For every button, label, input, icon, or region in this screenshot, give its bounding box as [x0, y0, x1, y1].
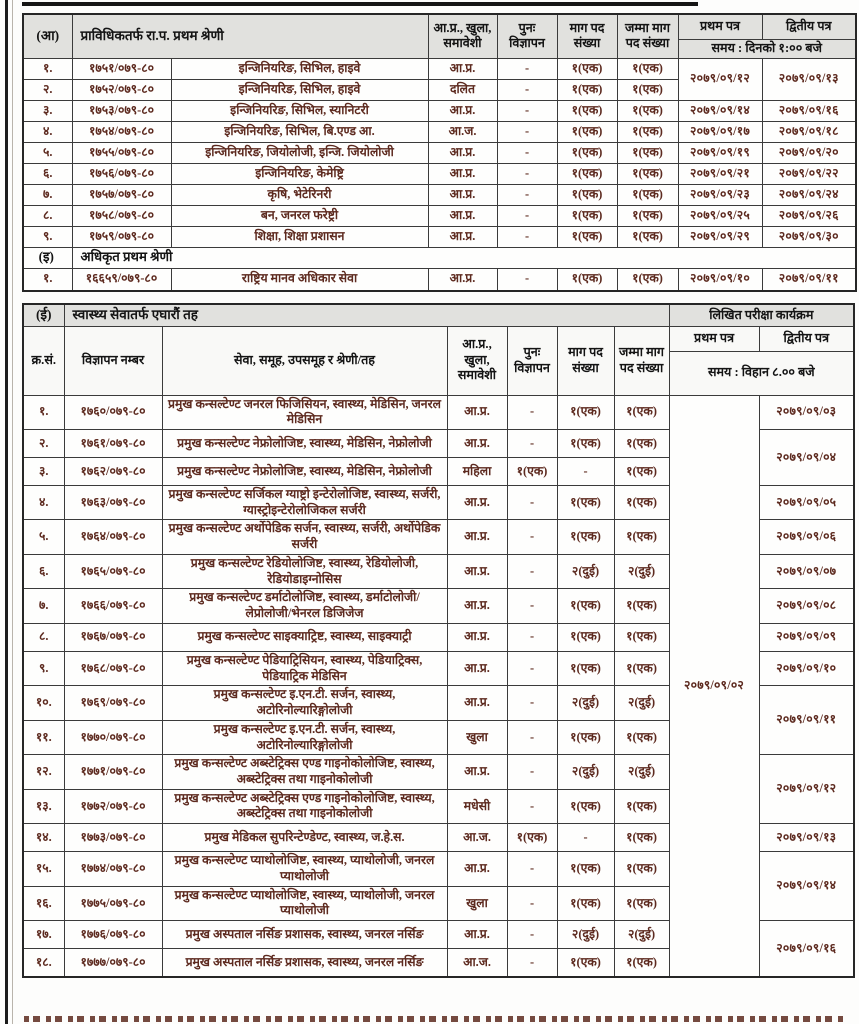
category-cell: आ.प्र.: [447, 485, 507, 519]
section-ii-label: (ई): [23, 304, 64, 326]
header-second-paper: द्वितीय पत्र: [759, 326, 854, 351]
advertisement-number-cell: १७६७/०७९-८०: [64, 623, 162, 651]
demand-count-cell: १(एक): [557, 163, 617, 184]
row-number-cell: १६.: [23, 886, 64, 920]
total-count-cell: १(एक): [617, 100, 678, 121]
demand-count-cell: २(दुई): [557, 554, 614, 588]
row-number-cell: ८.: [23, 623, 64, 651]
total-count-cell: १(एक): [617, 121, 678, 142]
readvertisement-cell: -: [507, 651, 557, 685]
advertisement-number-cell: १७६०/०७९-८०: [64, 395, 162, 429]
row-number-cell: १२.: [23, 755, 64, 789]
demand-count-cell: २(दुई): [557, 755, 614, 789]
demand-count-cell: १(एक): [557, 79, 617, 100]
readvertisement-cell: -: [507, 789, 557, 823]
total-count-cell: १(एक): [614, 949, 669, 978]
second-paper-date-cell: २०७९/०९/११: [762, 268, 856, 291]
section-a-label: (आ): [23, 14, 72, 58]
demand-count-cell: -: [557, 457, 614, 485]
readvertisement-cell: १(एक): [507, 824, 557, 852]
table-row: [23, 268, 856, 291]
service-group-cell: कृषि, भेटेरिनरी: [171, 184, 428, 205]
first-paper-date-cell: २०७९/०९/१२: [678, 58, 762, 100]
first-paper-date-cell: २०७९/०९/१४: [678, 100, 762, 121]
header-demand-posts: माग पद संख्या: [557, 326, 614, 395]
table-row: [23, 205, 856, 226]
header-total-posts: जम्मा माग पद संख्या: [617, 14, 678, 58]
header-serial-number: क्र.सं.: [23, 326, 64, 395]
header-service-group: सेवा, समूह, उपसमूह र श्रेणी/तह: [162, 326, 447, 395]
row-number-cell: २.: [23, 79, 72, 100]
demand-count-cell: १(एक): [557, 520, 614, 554]
header-category: आ.प्र., खुला, समावेशी: [447, 326, 507, 395]
row-number-cell: ५.: [23, 520, 64, 554]
category-cell: आ.प्र.: [447, 921, 507, 949]
readvertisement-cell: -: [507, 686, 557, 720]
advertisement-number-cell: १७६३/०७९-८०: [64, 485, 162, 519]
demand-count-cell: १(एक): [557, 949, 614, 978]
second-paper-date-cell: २०७९/०९/०५: [759, 485, 854, 519]
second-paper-date-cell: २०७९/०९/१६: [762, 100, 856, 121]
service-group-cell: बन, जनरल फरेष्ट्री: [171, 205, 428, 226]
demand-count-cell: १(एक): [557, 852, 614, 886]
table1-body: [23, 58, 856, 247]
demand-count-cell: १(एक): [557, 589, 614, 623]
readvertisement-cell: -: [507, 429, 557, 457]
total-count-cell: १(एक): [614, 589, 669, 623]
first-paper-date-cell: २०७९/०९/०२: [669, 395, 759, 977]
demand-count-cell: १(एक): [557, 485, 614, 519]
category-cell: आ.प्र.: [428, 268, 497, 291]
readvertisement-cell: -: [507, 949, 557, 978]
row-number-cell: ७.: [23, 589, 64, 623]
readvertisement-cell: -: [507, 589, 557, 623]
advertisement-number-cell: १७६५/०७९-८०: [64, 554, 162, 588]
readvertisement-cell: १(एक): [507, 457, 557, 485]
demand-count-cell: -: [557, 824, 614, 852]
advertisement-number-cell: १७५३/०७९-८०: [72, 100, 171, 121]
demand-count-cell: १(एक): [557, 720, 614, 754]
row-number-cell: १.: [23, 268, 72, 291]
service-group-cell: प्रमुख कन्सल्टेण्ट प्याथोलोजिष्ट, स्वास्थ्य, प्याथोलोजी, जनरल प्याथोलोजी: [162, 852, 447, 886]
section-i-label: (इ): [23, 247, 72, 268]
row-number-cell: २.: [23, 429, 64, 457]
total-count-cell: २(दुई): [614, 755, 669, 789]
total-count-cell: १(एक): [617, 58, 678, 79]
second-paper-date-cell: २०७९/०९/२०: [762, 142, 856, 163]
readvertisement-cell: -: [507, 395, 557, 429]
category-cell: आ.प्र.: [428, 184, 497, 205]
category-cell: आ.प्र.: [447, 554, 507, 588]
table2-body: [23, 395, 854, 977]
total-count-cell: १(एक): [617, 226, 678, 247]
category-cell: आ.प्र.: [428, 100, 497, 121]
category-cell: आ.प्र.: [447, 429, 507, 457]
table-row: [23, 121, 856, 142]
advertisement-number-cell: १७७३/०७९-८०: [64, 824, 162, 852]
total-count-cell: १(एक): [614, 886, 669, 920]
section-ii-title: स्वास्थ्य सेवातर्फ एघारौं तह: [64, 304, 669, 326]
row-number-cell: १५.: [23, 852, 64, 886]
service-group-cell: इन्जिनियरिङ, सिभिल, स्यानिटरी: [171, 100, 428, 121]
row-number-cell: ८.: [23, 205, 72, 226]
first-paper-date-cell: २०७९/०९/२९: [678, 226, 762, 247]
service-group-cell: प्रमुख कन्सल्टेण्ट नेफ्रोलोजिष्ट, स्वास्थ्य, मेडिसिन, नेफ्रोलोजी: [162, 429, 447, 457]
category-cell: आ.प्र.: [447, 589, 507, 623]
advertisement-number-cell: १७५२/०७९-८०: [72, 79, 171, 100]
readvertisement-cell: -: [507, 755, 557, 789]
service-group-cell: प्रमुख कन्सल्टेण्ट रेडियोलोजिष्ट, स्वास्थ्य, रेडियोलोजी, रेडियोडाइग्नोसिस: [162, 554, 447, 588]
total-count-cell: १(एक): [614, 852, 669, 886]
row-number-cell: ४.: [23, 485, 64, 519]
table-row: [23, 226, 856, 247]
category-cell: आ.ज.: [428, 121, 497, 142]
table-row: [23, 395, 854, 429]
demand-count-cell: १(एक): [557, 184, 617, 205]
service-group-cell: शिक्षा, शिक्षा प्रशासन: [171, 226, 428, 247]
row-number-cell: ९.: [23, 651, 64, 685]
table1-subsection: [23, 247, 856, 268]
row-number-cell: १७.: [23, 921, 64, 949]
advertisement-number-cell: १७६९/०७९-८०: [64, 686, 162, 720]
demand-count-cell: १(एक): [557, 395, 614, 429]
readvertisement-cell: -: [507, 623, 557, 651]
readvertisement-cell: -: [507, 554, 557, 588]
advertisement-number-cell: १७६२/०७९-८०: [64, 457, 162, 485]
readvertisement-cell: -: [497, 58, 557, 79]
second-paper-date-cell: २०७९/०९/०७: [759, 554, 854, 588]
service-group-cell: इन्जिनियरिङ, केमेष्ट्रि: [171, 163, 428, 184]
row-number-cell: ११.: [23, 720, 64, 754]
demand-count-cell: २(दुई): [557, 686, 614, 720]
service-group-cell: प्रमुख कन्सल्टेण्ट साइक्याट्रिष्ट, स्वास्थ्य, साइक्याट्री: [162, 623, 447, 651]
row-number-cell: १.: [23, 58, 72, 79]
advertisement-number-cell: १७७६/०७९-८०: [64, 921, 162, 949]
advertisement-number-cell: १७७०/०७९-८०: [64, 720, 162, 754]
service-group-cell: राष्ट्रिय मानव अधिकार सेवा: [171, 268, 428, 291]
top-rule: [22, 2, 698, 6]
first-paper-date-cell: २०७९/०९/१७: [678, 121, 762, 142]
total-count-cell: १(एक): [617, 142, 678, 163]
advertisement-number-cell: १६६५९/०७९-८०: [72, 268, 171, 291]
first-paper-date-cell: २०७९/०९/२५: [678, 205, 762, 226]
readvertisement-cell: -: [497, 268, 557, 291]
category-cell: आ.प्र.: [428, 205, 497, 226]
demand-count-cell: १(एक): [557, 268, 617, 291]
demand-count-cell: १(एक): [557, 226, 617, 247]
demand-count-cell: २(दुई): [557, 921, 614, 949]
advertisement-number-cell: १७६८/०७९-८०: [64, 651, 162, 685]
second-paper-date-cell: २०७९/०९/१३: [762, 58, 856, 100]
total-count-cell: २(दुई): [614, 686, 669, 720]
service-group-cell: प्रमुख कन्सल्टेण्ट जनरल फिजिसियन, स्वास्थ्य, मेडिसिन, जनरल मेडिसिन: [162, 395, 447, 429]
first-paper-date-cell: २०७९/०९/२३: [678, 184, 762, 205]
category-cell: आ.प्र.: [447, 852, 507, 886]
advertisement-number-cell: १७५४/०७९-८०: [72, 121, 171, 142]
advertisement-number-cell: १७७७/०७९-८०: [64, 949, 162, 978]
row-number-cell: १.: [23, 395, 64, 429]
header-first-paper: प्रथम पत्र: [678, 14, 762, 39]
second-paper-date-cell: २०७९/०९/०९: [759, 623, 854, 651]
category-cell: आ.प्र.: [447, 395, 507, 429]
row-number-cell: १४.: [23, 824, 64, 852]
service-group-cell: प्रमुख कन्सल्टेण्ट अर्थोपेडिक सर्जन, स्वास्थ्य, सर्जरी, अर्थोपेडिक सर्जरी: [162, 520, 447, 554]
clipped-text-remnant: [24, 1016, 846, 1022]
header-category: आ.प्र., खुला, समावेशी: [428, 14, 497, 58]
service-group-cell: प्रमुख कन्सल्टेण्ट नेफ्रोलोजिष्ट, स्वास्थ्य, मेडिसिन, नेफ्रोलोजी: [162, 457, 447, 485]
demand-count-cell: १(एक): [557, 121, 617, 142]
service-group-cell: इन्जिनियरिङ, जियोलोजी, इन्जि. जियोलोजी: [171, 142, 428, 163]
service-group-cell: प्रमुख कन्सल्टेण्ट प्याथोलोजिष्ट, स्वास्थ्य, प्याथोलोजी, जनरल प्याथोलोजी: [162, 886, 447, 920]
total-count-cell: २(दुई): [614, 554, 669, 588]
second-paper-date-cell: २०७९/०९/१४: [759, 852, 854, 921]
readvertisement-cell: -: [497, 79, 557, 100]
advertisement-number-cell: १७५५/०७९-८०: [72, 142, 171, 163]
demand-count-cell: १(एक): [557, 886, 614, 920]
second-paper-date-cell: २०७९/०९/१०: [759, 651, 854, 685]
row-number-cell: ५.: [23, 142, 72, 163]
advertisement-number-cell: १७६१/०७९-८०: [64, 429, 162, 457]
readvertisement-cell: -: [507, 485, 557, 519]
total-count-cell: १(एक): [617, 205, 678, 226]
second-paper-date-cell: २०७९/०९/१३: [759, 824, 854, 852]
advertisement-number-cell: १७५१/०७९-८०: [72, 58, 171, 79]
demand-count-cell: १(एक): [557, 651, 614, 685]
readvertisement-cell: -: [497, 163, 557, 184]
category-cell: दलित: [428, 79, 497, 100]
second-paper-date-cell: २०७९/०९/०८: [759, 589, 854, 623]
category-cell: आ.प्र.: [447, 623, 507, 651]
total-count-cell: १(एक): [614, 824, 669, 852]
service-group-cell: प्रमुख कन्सल्टेण्ट अब्स्टेट्रिक्स एण्ड गाइनोकोलोजिष्ट, स्वास्थ्य, अब्स्टेट्रिक्स तथा गाइनोकोलोजी: [162, 789, 447, 823]
total-count-cell: २(दुई): [614, 921, 669, 949]
second-paper-date-cell: २०७९/०९/२४: [762, 184, 856, 205]
second-paper-date-cell: २०७९/०९/११: [759, 686, 854, 755]
demand-count-cell: १(एक): [557, 100, 617, 121]
header-written-exam-program: लिखित परीक्षा कार्यक्रम: [669, 304, 854, 326]
row-number-cell: १८.: [23, 949, 64, 978]
service-group-cell: प्रमुख कन्सल्टेण्ट पेडियाट्रिसियन, स्वास्थ्य, पेडियाट्रिक्स, पेडियाट्रिक मेडिसिन: [162, 651, 447, 685]
table1-subsection-body: [23, 268, 856, 291]
table-row: [23, 184, 856, 205]
first-paper-date-cell: २०७९/०९/२१: [678, 163, 762, 184]
advertisement-number-cell: १७६६/०७९-८०: [64, 589, 162, 623]
second-paper-date-cell: २०७९/०९/०४: [759, 429, 854, 485]
header-demand-posts: माग पद संख्या: [557, 14, 617, 58]
total-count-cell: १(एक): [614, 520, 669, 554]
header-second-paper: द्वितीय पत्र: [762, 14, 856, 39]
table-technical-rap-first-class: [22, 13, 857, 292]
table-row: [23, 163, 856, 184]
service-group-cell: प्रमुख कन्सल्टेण्ट सर्जिकल ग्याष्ट्रो इन्टेरोलोजिष्ट, स्वास्थ्य, सर्जरी, ग्यास्ट्रोइन्टेरोलोजिकल सर्जरी: [162, 485, 447, 519]
total-count-cell: १(एक): [614, 651, 669, 685]
service-group-cell: प्रमुख अस्पताल नर्सिङ प्रशासक, स्वास्थ्य, जनरल नर्सिङ: [162, 921, 447, 949]
table-row: [23, 142, 856, 163]
demand-count-cell: १(एक): [557, 623, 614, 651]
total-count-cell: १(एक): [614, 485, 669, 519]
advertisement-number-cell: १७५६/०७९-८०: [72, 163, 171, 184]
section-i-title: अधिकृत प्रथम श्रेणी: [72, 247, 856, 268]
row-number-cell: १०.: [23, 686, 64, 720]
row-number-cell: ९.: [23, 226, 72, 247]
category-cell: आ.प्र.: [428, 142, 497, 163]
service-group-cell: प्रमुख कन्सल्टेण्ट अब्स्टेट्रिक्स एण्ड गाइनोकोलोजिष्ट, स्वास्थ्य, अब्स्टेट्रिक्स तथा गाइनोकोलोजी: [162, 755, 447, 789]
second-paper-date-cell: २०७९/०९/०३: [759, 395, 854, 429]
advertisement-number-cell: १७७४/०७९-८०: [64, 852, 162, 886]
advertisement-number-cell: १७५७/०७९-८०: [72, 184, 171, 205]
demand-count-cell: १(एक): [557, 142, 617, 163]
readvertisement-cell: -: [497, 100, 557, 121]
total-count-cell: १(एक): [614, 623, 669, 651]
service-group-cell: प्रमुख अस्पताल नर्सिङ प्रशासक, स्वास्थ्य, जनरल नर्सिङ: [162, 949, 447, 978]
total-count-cell: १(एक): [617, 79, 678, 100]
total-count-cell: १(एक): [614, 789, 669, 823]
table-health-service-eleventh-level: [22, 303, 855, 978]
row-number-cell: ४.: [23, 121, 72, 142]
advertisement-number-cell: १७५८/०७९-८०: [72, 205, 171, 226]
table-row: [23, 100, 856, 121]
readvertisement-cell: -: [497, 121, 557, 142]
total-count-cell: १(एक): [614, 429, 669, 457]
row-number-cell: ७.: [23, 184, 72, 205]
service-group-cell: प्रमुख कन्सल्टेण्ट इ.एन.टी. सर्जन, स्वास्थ्य, अटोरिनोल्यारिङ्गोलोजी: [162, 720, 447, 754]
total-count-cell: १(एक): [614, 457, 669, 485]
total-count-cell: १(एक): [617, 163, 678, 184]
readvertisement-cell: -: [497, 184, 557, 205]
first-paper-date-cell: २०७९/०९/१९: [678, 142, 762, 163]
category-cell: आ.प्र.: [428, 226, 497, 247]
second-paper-date-cell: २०७९/०९/१६: [759, 921, 854, 978]
advertisement-number-cell: १७७२/०७९-८०: [64, 789, 162, 823]
category-cell: खुला: [447, 720, 507, 754]
second-paper-date-cell: २०७९/०९/३०: [762, 226, 856, 247]
service-group-cell: इन्जिनियरिङ, सिभिल, बि.एण्ड आ.: [171, 121, 428, 142]
table-row: [23, 58, 856, 79]
row-number-cell: ३.: [23, 100, 72, 121]
service-group-cell: इन्जिनियरिङ, सिभिल, हाइवे: [171, 58, 428, 79]
scan-edge-line: [5, 0, 8, 1024]
demand-count-cell: १(एक): [557, 789, 614, 823]
scan-edge-line-light: [12, 0, 13, 1024]
second-paper-date-cell: २०७९/०९/१२: [759, 755, 854, 824]
service-group-cell: इन्जिनियरिङ, सिभिल, हाइवे: [171, 79, 428, 100]
header-readvertisement: पुनः विज्ञापन: [507, 326, 557, 395]
readvertisement-cell: -: [497, 226, 557, 247]
header-readvertisement: पुनः विज्ञापन: [497, 14, 557, 58]
service-group-cell: प्रमुख कन्सल्टेण्ट डर्माटोलोजिष्ट, स्वास्थ्य, डर्माटोलोजी/ लेप्रोलोजी/भेनरल डिजिजेज: [162, 589, 447, 623]
total-count-cell: १(एक): [614, 395, 669, 429]
tables-wrap: [22, 13, 857, 978]
second-paper-date-cell: २०७९/०९/०६: [759, 520, 854, 554]
second-paper-date-cell: २०७९/०९/१८: [762, 121, 856, 142]
row-number-cell: ६.: [23, 554, 64, 588]
category-cell: मधेसी: [447, 789, 507, 823]
category-cell: आ.प्र.: [447, 520, 507, 554]
subsection-row: [23, 247, 856, 268]
advertisement-number-cell: १७५९/०७९-८०: [72, 226, 171, 247]
demand-count-cell: १(एक): [557, 429, 614, 457]
readvertisement-cell: -: [497, 142, 557, 163]
readvertisement-cell: -: [507, 852, 557, 886]
category-cell: आ.प्र.: [428, 163, 497, 184]
row-number-cell: ६.: [23, 163, 72, 184]
service-group-cell: प्रमुख मेडिकल सुपरिन्टेण्डेण्ट, स्वास्थ्य, ज.हे.स.: [162, 824, 447, 852]
category-cell: आ.ज.: [447, 824, 507, 852]
category-cell: महिला: [447, 457, 507, 485]
row-number-cell: ३.: [23, 457, 64, 485]
total-count-cell: १(एक): [617, 184, 678, 205]
readvertisement-cell: -: [497, 205, 557, 226]
demand-count-cell: १(एक): [557, 58, 617, 79]
total-count-cell: १(एक): [617, 268, 678, 291]
category-cell: आ.प्र.: [447, 651, 507, 685]
advertisement-number-cell: १७६४/०७९-८०: [64, 520, 162, 554]
category-cell: आ.ज.: [447, 949, 507, 978]
readvertisement-cell: -: [507, 720, 557, 754]
header-first-paper: प्रथम पत्र: [669, 326, 759, 351]
second-paper-date-cell: २०७९/०९/२६: [762, 205, 856, 226]
category-cell: आ.प्र.: [428, 58, 497, 79]
header-total-posts: जम्मा माग पद संख्या: [614, 326, 669, 395]
total-count-cell: १(एक): [614, 720, 669, 754]
readvertisement-cell: -: [507, 886, 557, 920]
first-paper-date-cell: २०७९/०९/१०: [678, 268, 762, 291]
row-number-cell: १३.: [23, 789, 64, 823]
category-cell: खुला: [447, 886, 507, 920]
category-cell: आ.प्र.: [447, 755, 507, 789]
header-advertisement-number: विज्ञापन नम्बर: [64, 326, 162, 395]
header-exam-time: समय : विहान ८.०० बजे: [669, 351, 854, 395]
section-a-title: प्राविधिकतर्फ रा.प. प्रथम श्रेणी: [72, 14, 428, 58]
service-group-cell: प्रमुख कन्सल्टेण्ट इ.एन.टी. सर्जन, स्वास्थ्य, अटोरिनोल्यारिङ्गोलोजी: [162, 686, 447, 720]
advertisement-number-cell: १७७५/०७९-८०: [64, 886, 162, 920]
readvertisement-cell: -: [507, 921, 557, 949]
second-paper-date-cell: २०७९/०९/२२: [762, 163, 856, 184]
readvertisement-cell: -: [507, 520, 557, 554]
category-cell: आ.प्र.: [447, 686, 507, 720]
header-exam-time: समय : दिनको १:०० बजे: [678, 39, 856, 58]
advertisement-number-cell: १७७१/०७९-८०: [64, 755, 162, 789]
demand-count-cell: १(एक): [557, 205, 617, 226]
